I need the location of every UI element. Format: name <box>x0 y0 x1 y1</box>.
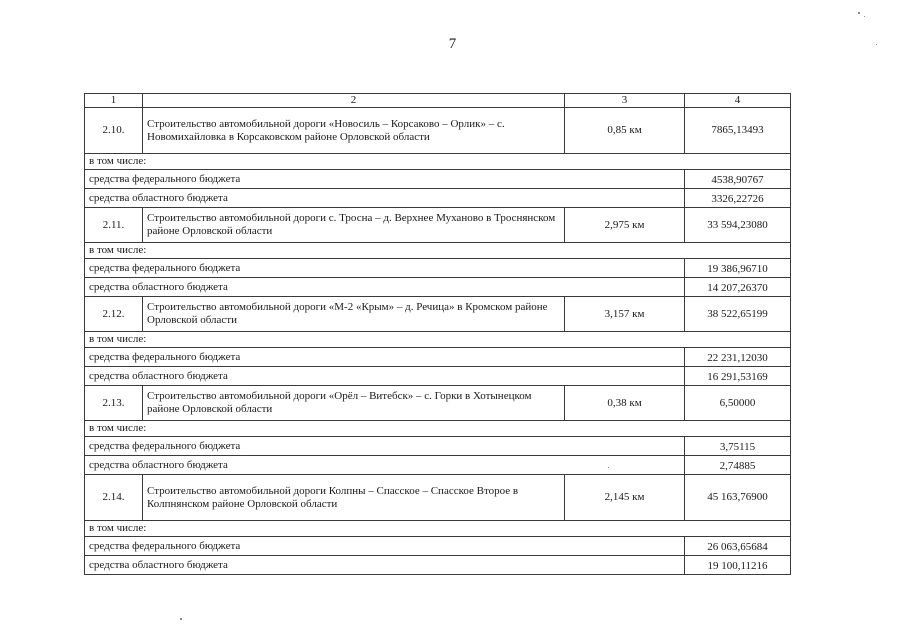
funding-amount: 16 291,53169 <box>685 367 791 386</box>
project-name: Строительство автомобильной дороги «Новосиль – Корсаково – Орлик» – с. Новомихайловка в Корсаковском районе Орловской области <box>143 108 565 154</box>
project-length: 2,145 км <box>565 475 685 521</box>
project-row <box>85 208 791 243</box>
project-name: Строительство автомобильной дороги «М-2 «Крым» – д. Речица» в Кромском районе Орловской области <box>143 297 565 332</box>
funding-amount: 19 386,96710 <box>685 259 791 278</box>
scan-speck <box>858 12 860 14</box>
including-row <box>85 332 791 348</box>
project-number: 2.13. <box>85 386 143 421</box>
table-header-row <box>85 94 791 108</box>
project-number: 2.12. <box>85 297 143 332</box>
funding-amount: 4538,90767 <box>685 170 791 189</box>
funding-label: средства областного бюджета <box>85 278 685 297</box>
funding-label: средства федерального бюджета <box>85 348 685 367</box>
project-length: 0,85 км <box>565 108 685 154</box>
project-total: 33 594,23080 <box>685 208 791 243</box>
project-row <box>85 297 791 332</box>
including-row <box>85 421 791 437</box>
funding-amount: 3326,22726 <box>685 189 791 208</box>
funding-label: средства областного бюджета <box>85 456 685 475</box>
project-total: 6,50000 <box>685 386 791 421</box>
funding-amount: 22 231,12030 <box>685 348 791 367</box>
project-number: 2.10. <box>85 108 143 154</box>
funding-row <box>85 348 791 367</box>
funding-row <box>85 189 791 208</box>
project-total: 45 163,76900 <box>685 475 791 521</box>
project-row <box>85 386 791 421</box>
scan-speck <box>876 44 877 45</box>
funding-amount: 14 207,26370 <box>685 278 791 297</box>
funding-label: средства областного бюджета <box>85 367 685 386</box>
including-row <box>85 243 791 259</box>
funding-amount: 26 063,65684 <box>685 537 791 556</box>
funding-row <box>85 437 791 456</box>
project-name: Строительство автомобильной дороги с. Тросна – д. Верхнее Муханово в Троснянском районе Орловской области <box>143 208 565 243</box>
funding-row <box>85 367 791 386</box>
project-length: 0,38 км <box>565 386 685 421</box>
funding-amount: 3,75115 <box>685 437 791 456</box>
project-length: 3,157 км <box>565 297 685 332</box>
page-number: 7 <box>448 36 457 52</box>
including-label: в том числе: <box>85 332 791 348</box>
including-label: в том числе: <box>85 243 791 259</box>
including-label: в том числе: <box>85 521 791 537</box>
funding-amount: 19 100,11216 <box>685 556 791 575</box>
funding-row <box>85 259 791 278</box>
project-name: Строительство автомобильной дороги Колпны – Спасское – Спасское Второе в Колпнянском районе Орловской области <box>143 475 565 521</box>
scan-speck <box>864 16 865 17</box>
including-row <box>85 154 791 170</box>
including-label: в том числе: <box>85 154 791 170</box>
project-row <box>85 475 791 521</box>
column-header: 1 <box>85 94 143 108</box>
funding-row <box>85 456 791 475</box>
funding-row <box>85 170 791 189</box>
funding-label: средства областного бюджета <box>85 556 685 575</box>
scan-speck <box>180 618 182 620</box>
funding-row <box>85 278 791 297</box>
funding-label: средства федерального бюджета <box>85 170 685 189</box>
column-header: 3 <box>565 94 685 108</box>
project-row <box>85 108 791 154</box>
column-header: 4 <box>685 94 791 108</box>
project-length: 2,975 км <box>565 208 685 243</box>
funding-label: средства федерального бюджета <box>85 437 685 456</box>
funding-row <box>85 537 791 556</box>
project-number: 2.14. <box>85 475 143 521</box>
funding-label: средства федерального бюджета <box>85 537 685 556</box>
project-name: Строительство автомобильной дороги «Орёл – Витебск» – с. Горки в Хотынецком районе Орловской области <box>143 386 565 421</box>
project-total: 38 522,65199 <box>685 297 791 332</box>
funding-row <box>85 556 791 575</box>
budget-table <box>84 93 791 575</box>
including-row <box>85 521 791 537</box>
column-header: 2 <box>143 94 565 108</box>
funding-label: средства федерального бюджета <box>85 259 685 278</box>
project-number: 2.11. <box>85 208 143 243</box>
including-label: в том числе: <box>85 421 791 437</box>
funding-amount: 2,74885 <box>685 456 791 475</box>
funding-label: средства областного бюджета <box>85 189 685 208</box>
scan-speck <box>608 467 609 468</box>
project-total: 7865,13493 <box>685 108 791 154</box>
